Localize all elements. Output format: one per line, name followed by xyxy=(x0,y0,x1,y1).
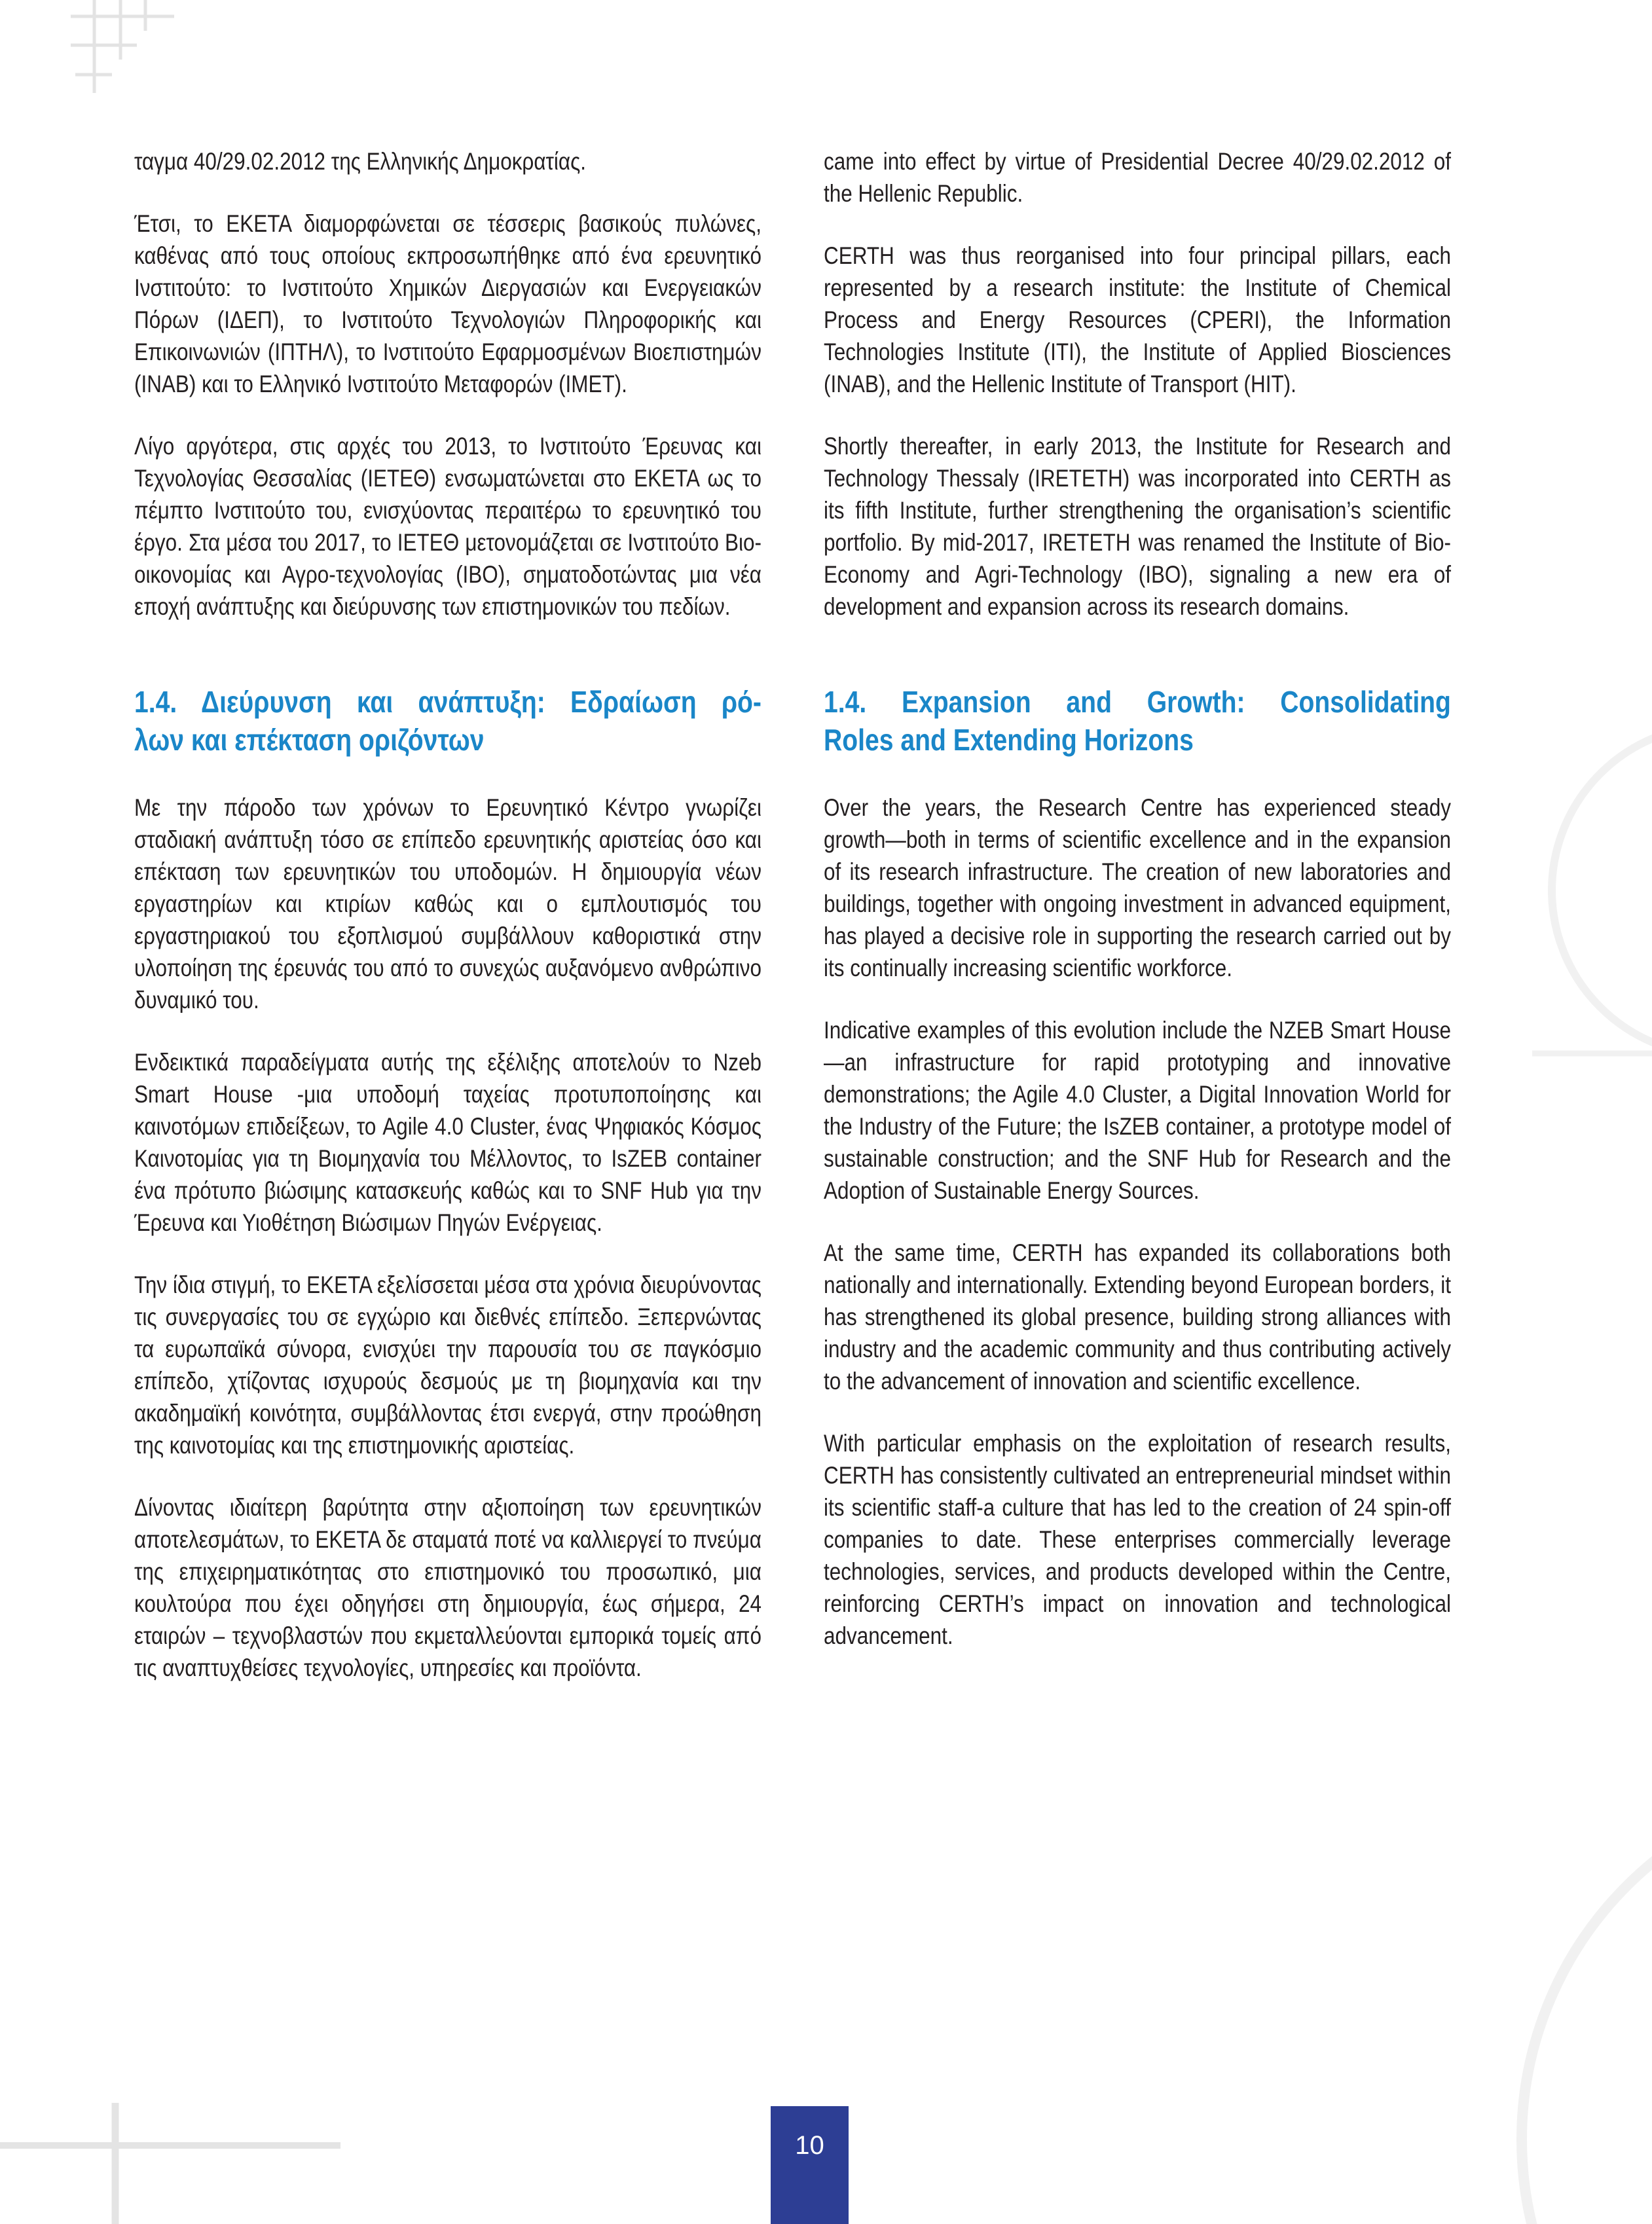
paragraph: came into effect by virtue of Presidential Decree 40/29.02.2012 of the Hellenic Republic. xyxy=(824,148,1451,207)
circle-outline-mid-right xyxy=(1552,725,1652,1055)
cross-decoration-bottom-left xyxy=(0,2103,340,2224)
section-heading-line2: λων και επέκταση οριζόντων xyxy=(134,723,485,757)
paragraph: CERTH was thus reorganised into four principal pillars, each represented by a research institute: the Institute of Chemical Process and Energy Resources (CPERI), the Information Technologies Institute (ITI), the Institute of Applied Biosciences (INAB), and the Hellenic Institute of Transport (HIT). xyxy=(824,242,1451,397)
page-number: 10 xyxy=(795,2131,824,2160)
circle-outline-bottom-right xyxy=(1522,1781,1652,2224)
section-heading-line1: 1.4. Διεύρυνση και ανάπτυξη: Εδραίωση ρό- xyxy=(134,685,762,719)
paragraph: Over the years, the Research Centre has experienced steady growth—both in terms of scientific excellence and in the expansion of its research infrastructure. The creation of new laboratories and buildings, together with ongoing investment in advanced equipment, has played a decisive role in supporting the research carried out by its continually increasing scientific workforce. xyxy=(824,794,1451,981)
paragraph: Την ίδια στιγμή, το ΕΚΕΤΑ εξελίσσεται μέσα στα χρόνια διευρύνοντας τις συνεργασίες του σε εγχώριο και διεθνές επίπεδο. Ξεπερνώντας τα ευρωπαϊκά σύνορα, ενισχύει την παρουσία του σε παγκόσμιο επίπεδο, χτίζοντας ισχυρούς δεσμούς με τη βιομηχανία και την ακαδημαϊκή κοινότητα, συμβάλλοντας έτσι ενεργά, στην προώθηση της καινοτομίας και της επιστημονικής αριστείας. xyxy=(134,1271,762,1459)
section-heading-line2: Roles and Extending Horizons xyxy=(824,723,1194,757)
section-heading-line1: 1.4. Expansion and Growth: Consolidating xyxy=(824,685,1451,719)
grid-decoration-top-left xyxy=(71,0,174,93)
paragraph: Shortly thereafter, in early 2013, the Institute for Research and Technology Thessaly (IRETETH) was incorporated into CERTH as its fifth Institute, further strengthening the organisation’s scientific portfolio. By mid-2017, IRETETH was renamed the Institute of Bio-Economy and Agri-Technology (IBO), signaling a new era of development and expansion across its research domains. xyxy=(824,433,1451,620)
paragraph: At the same time, CERTH has expanded its collaborations both nationally and internationally. Extending beyond European borders, it has strengthened its global presence, building strong alliances with industry and the academic community and thus contributing actively to the advancement of innovation and scientific excellence. xyxy=(824,1239,1451,1395)
paragraph: Ενδεικτικά παραδείγματα αυτής της εξέλιξης αποτελούν το Nzeb Smart House -μια υποδομή ταχείας προτυποποίησης και καινοτόμων επιδείξεων, το Agile 4.0 Cluster, ένας Ψηφιακός Κόσμος Καινοτομίας για τη Βιομηχανία του Μέλλοντος, το IsZEB container ένα πρότυπο βιώσιμης κατασκευής καθώς και το SNF Hub για την Έρευνα και Υιοθέτηση Βιώσιμων Πηγών Ενέργειας. xyxy=(134,1049,762,1236)
paragraph: Indicative examples of this evolution include the NZEB Smart House—an infrastructure for rapid prototyping and innovative demonstrations; the Agile 4.0 Cluster, a Digital Innovation World for the Industry of the Future; the IsZEB container, a prototype model of sustainable construction; and the SNF Hub for Research and the Adoption of Sustainable Energy Sources. xyxy=(824,1017,1451,1204)
paragraph: Λίγο αργότερα, στις αρχές του 2013, το Ινστιτούτο Έρευνας και Τεχνολογίας Θεσσαλίας (ΙΕΤΕΘ) ενσωματώνεται στο ΕΚΕΤΑ ως το πέμπτο Ινστιτούτο του, ενισχύοντας περαιτέρω το ερευνητικό του έργο. Στα μέσα του 2017, το ΙΕΤΕΘ μετονομάζεται σε Ινστιτούτο Βιο-οικονομίας και Αγρο-τεχνολογίας (ΙΒΟ), σηματοδοτώντας μια νέα εποχή ανάπτυξης και διεύρυνσης των επιστημονικών του πεδίων. xyxy=(134,433,762,620)
paragraph: Με την πάροδο των χρόνων το Ερευνητικό Κέντρο γνωρίζει σταδιακή ανάπτυξη τόσο σε επίπεδο ερευνητικής αριστείας όσο και επέκταση των ερευνητικών του υποδομών. Η δημιουργία νέων εργαστηρίων και κτιρίων καθώς και ο εμπλουτισμός του εργαστηριακού του εξοπλισμού συμβάλλουν καθοριστικά στην υλοποίηση της έρευνάς του από το συνεχώς αυξανόμενο ανθρώπινο δυναμικό του. xyxy=(134,794,762,1013)
paragraph: With particular emphasis on the exploitation of research results, CERTH has consistently cultivated an entrepreneurial mindset within its scientific staff-a culture that has led to the creation of 24 spin-off companies to date. These enterprises commercially leverage technologies, services, and products developed within the Centre, reinforcing CERTH’s impact on innovation and technological advancement. xyxy=(824,1430,1451,1649)
circle-decoration-right xyxy=(1522,725,1652,2224)
paragraph: Έτσι, το ΕΚΕΤΑ διαμορφώνεται σε τέσσερις βασικούς πυλώνες, καθένας από τους οποίους εκπροσωπήθηκε από ένα ερευνητικό Ινστιτούτο: το Ινστιτούτο Χημικών Διεργασιών και Ενεργειακών Πόρων (ΙΔΕΠ), το Ινστιτούτο Τεχνολογιών Πληροφορικής και Επικοινωνιών (ΙΠΤΗΛ), το Ινστιτούτο Εφαρμοσμένων Βιοεπιστημών (ΙΝΑΒ) και το Ελληνικό Ινστιτούτο Μεταφορών (ΙΜΕΤ). xyxy=(134,210,762,397)
section-heading-english xyxy=(824,683,1451,759)
paragraph: ταγμα 40/29.02.2012 της Ελληνικής Δημοκρατίας. xyxy=(134,148,587,175)
greek-text-column xyxy=(134,145,762,1714)
page-number-box xyxy=(771,2106,849,2224)
section-heading-greek xyxy=(134,683,762,759)
paragraph: Δίνοντας ιδιαίτερη βαρύτητα στην αξιοποίηση των ερευνητικών αποτελεσμάτων, το ΕΚΕΤΑ δε σταματά ποτέ να καλλιεργεί το πνεύμα της επιχειρηματικότητας στο επιστημονικό του προσωπικό, μια κουλτούρα που έχει οδηγήσει στη δημιουργία, έως σήμερα, 24 εταιρών – τεχνοβλαστών που εκμεταλλεύονται εμπορικά τομείς από τις αναπτυχθείσες τεχνολογίες, υπηρεσίες και προϊόντα. xyxy=(134,1494,762,1681)
english-text-column xyxy=(824,145,1451,1682)
